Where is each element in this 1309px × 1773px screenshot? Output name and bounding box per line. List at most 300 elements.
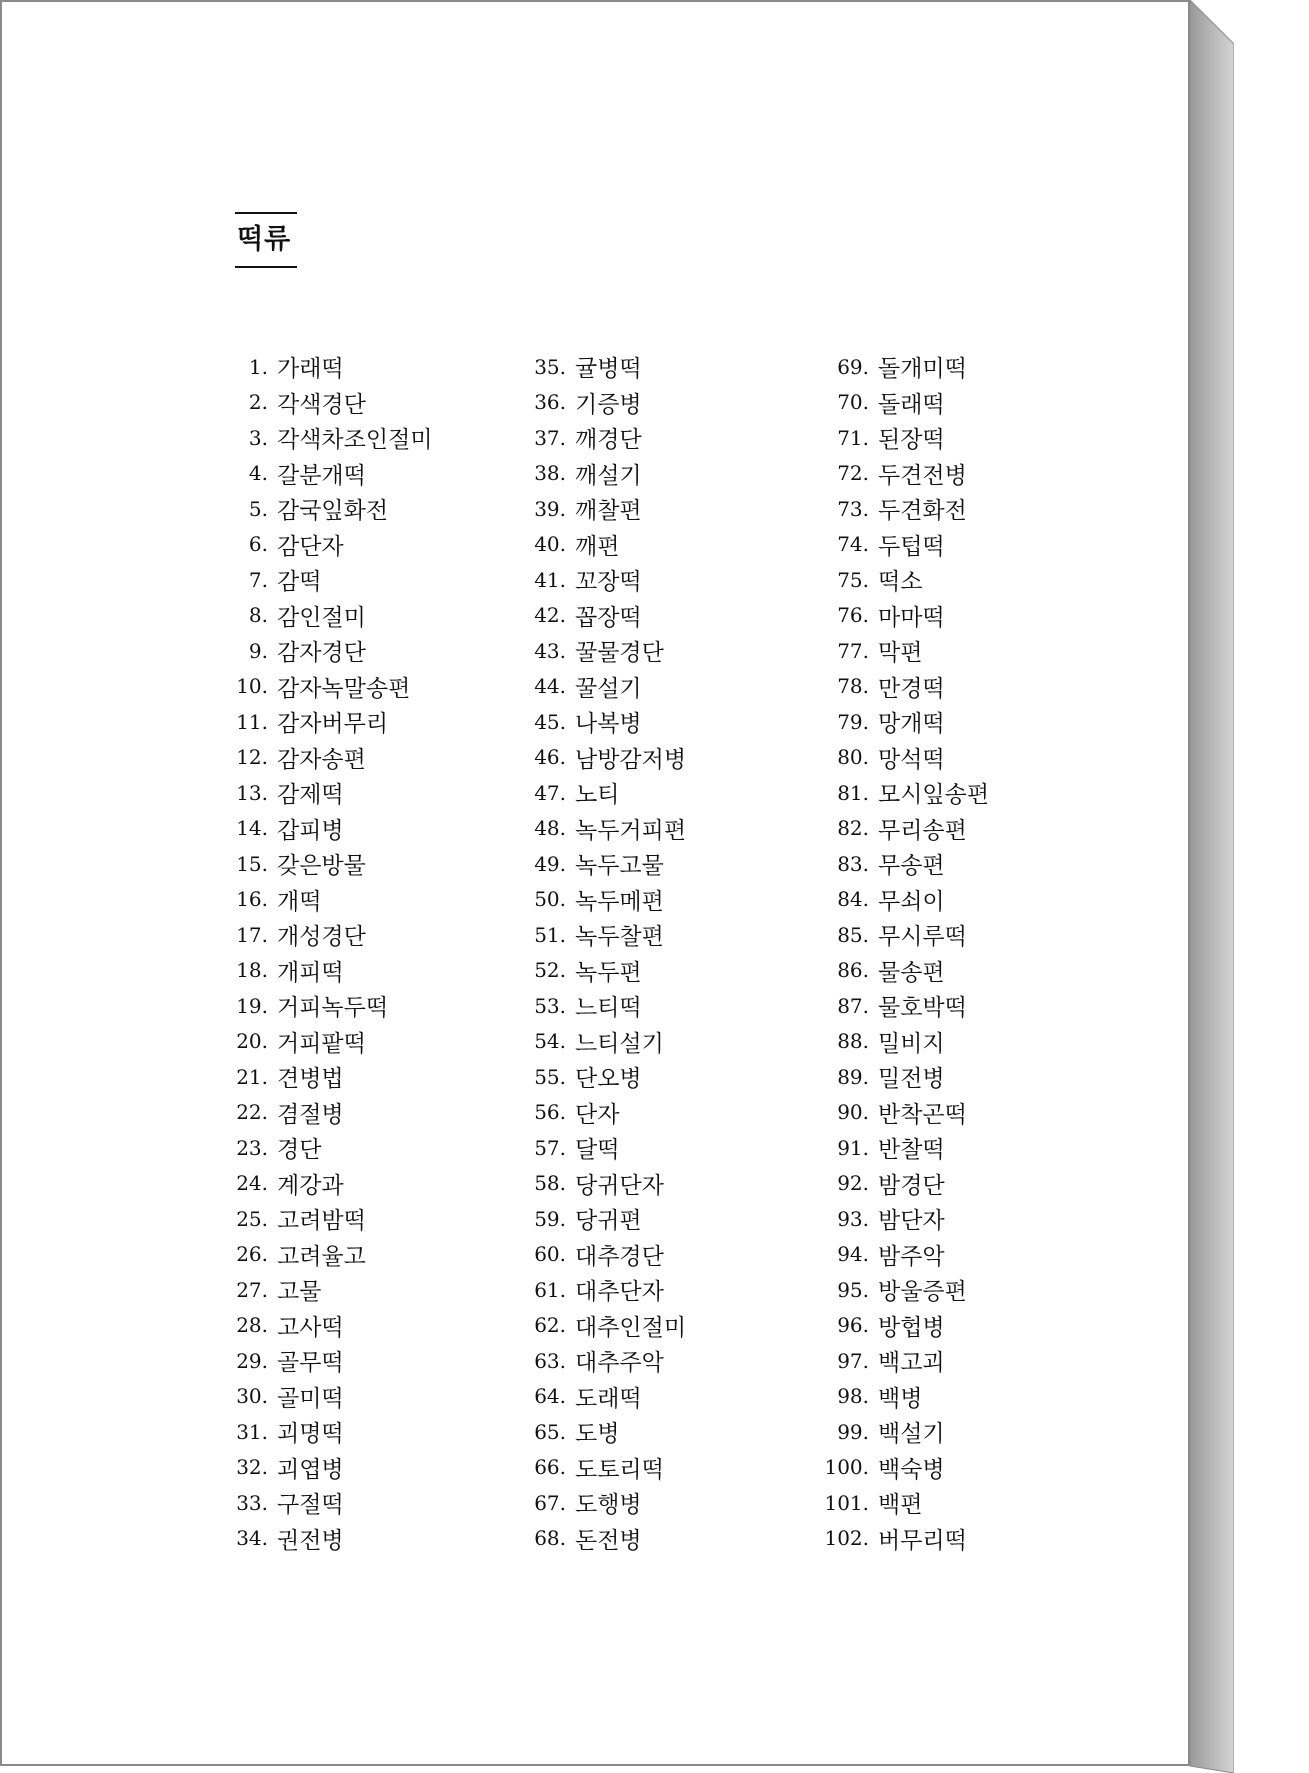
- entry-name: 물호박떡: [878, 995, 967, 1022]
- entry-name: 두견전병: [878, 462, 967, 489]
- entry-number: 33.: [236, 1490, 268, 1515]
- entry-name: 밤단자: [878, 1208, 945, 1235]
- index-entry: [822, 811, 989, 847]
- index-entry: [230, 811, 433, 847]
- entry-name: 구절떡: [277, 1492, 344, 1519]
- entry-name: 무쇠이: [878, 888, 945, 915]
- entry-name: 노티: [575, 782, 620, 809]
- entry-name: 막편: [878, 640, 923, 667]
- entry-number: 38.: [534, 461, 566, 486]
- section-heading-block: [235, 212, 297, 268]
- entry-name: 고려율고: [277, 1243, 366, 1270]
- index-entry: [822, 562, 989, 598]
- entry-name: 백숙병: [878, 1456, 945, 1483]
- index-entry: [822, 846, 989, 882]
- index-entry: [822, 1521, 989, 1557]
- entry-number: 95.: [837, 1277, 869, 1302]
- entry-name: 녹두찰편: [575, 924, 664, 951]
- index-entry: [230, 385, 433, 421]
- entry-number: 12.: [236, 745, 268, 770]
- entry-number: 31.: [236, 1419, 268, 1444]
- entry-number: 9.: [248, 638, 268, 663]
- entry-name: 꼽장떡: [575, 604, 642, 631]
- entry-number: 85.: [837, 922, 869, 947]
- entry-number: 63.: [534, 1348, 566, 1373]
- index-entry: [230, 1343, 433, 1379]
- entry-name: 나복병: [575, 711, 642, 738]
- entry-number: 52.: [534, 958, 566, 983]
- entry-number: 32.: [236, 1455, 268, 1480]
- index-entry: [529, 882, 686, 918]
- index-entry: [822, 704, 989, 740]
- index-entry: [230, 1024, 433, 1060]
- entry-name: 깨경단: [575, 427, 642, 454]
- entry-number: 96.: [837, 1313, 869, 1338]
- entry-number: 41.: [534, 567, 566, 592]
- index-entry: [529, 1521, 686, 1557]
- entry-number: 54.: [534, 1029, 566, 1054]
- entry-number: 102.: [824, 1526, 869, 1551]
- index-entry: [230, 740, 433, 776]
- entry-number: 72.: [837, 461, 869, 486]
- entry-number: 46.: [534, 745, 566, 770]
- page-edge-3d: [1190, 0, 1234, 1773]
- entry-number: 15.: [236, 851, 268, 876]
- entry-number: 7.: [248, 567, 268, 592]
- entry-name: 깨찰편: [575, 498, 642, 525]
- entry-number: 70.: [837, 390, 869, 415]
- entry-number: 13.: [236, 780, 268, 805]
- index-entry: [230, 562, 433, 598]
- index-entry: [822, 882, 989, 918]
- entry-name: 거피녹두떡: [277, 995, 389, 1022]
- entry-number: 101.: [824, 1490, 869, 1515]
- index-column-2: [529, 349, 686, 1556]
- entry-number: 78.: [837, 674, 869, 699]
- index-entry: [529, 633, 686, 669]
- entry-number: 1.: [248, 354, 268, 379]
- entry-number: 26.: [236, 1242, 268, 1267]
- entry-number: 77.: [837, 638, 869, 663]
- entry-name: 망개떡: [878, 711, 945, 738]
- index-entry: [529, 598, 686, 634]
- entry-name: 당귀단자: [575, 1172, 664, 1199]
- entry-number: 53.: [534, 993, 566, 1018]
- index-entry: [230, 846, 433, 882]
- index-entry: [822, 1485, 989, 1521]
- entry-name: 두견화전: [878, 498, 967, 525]
- entry-name: 감인절미: [277, 604, 366, 631]
- entry-name: 두텁떡: [878, 533, 945, 560]
- entry-name: 갑피병: [277, 817, 344, 844]
- index-entry: [529, 669, 686, 705]
- entry-number: 5.: [248, 496, 268, 521]
- entry-number: 99.: [837, 1419, 869, 1444]
- index-entry: [230, 775, 433, 811]
- entry-number: 19.: [236, 993, 268, 1018]
- index-entry: [230, 1308, 433, 1344]
- entry-number: 25.: [236, 1206, 268, 1231]
- index-entry: [529, 704, 686, 740]
- entry-number: 50.: [534, 887, 566, 912]
- index-entry: [529, 1379, 686, 1415]
- entry-name: 녹두편: [575, 959, 642, 986]
- entry-name: 괴명떡: [277, 1421, 344, 1448]
- entry-number: 81.: [837, 780, 869, 805]
- entry-number: 66.: [534, 1455, 566, 1480]
- entry-name: 백편: [878, 1492, 923, 1519]
- entry-number: 49.: [534, 851, 566, 876]
- entry-name: 권전병: [277, 1527, 344, 1554]
- entry-name: 가래떡: [277, 356, 344, 383]
- entry-number: 2.: [248, 390, 268, 415]
- entry-name: 돌개미떡: [878, 356, 967, 383]
- index-entry: [230, 456, 433, 492]
- entry-name: 기증병: [575, 391, 642, 418]
- index-entry: [529, 1450, 686, 1486]
- entry-number: 74.: [837, 532, 869, 557]
- entry-name: 감자녹말송편: [277, 675, 411, 702]
- entry-name: 꿀설기: [575, 675, 642, 702]
- entry-name: 감제떡: [277, 782, 344, 809]
- entry-name: 고물: [277, 1279, 322, 1306]
- index-entry: [822, 1414, 989, 1450]
- entry-number: 47.: [534, 780, 566, 805]
- index-entry: [529, 562, 686, 598]
- index-entry: [529, 420, 686, 456]
- entry-name: 견병법: [277, 1066, 344, 1093]
- entry-number: 51.: [534, 922, 566, 947]
- index-entry: [230, 704, 433, 740]
- index-entry: [822, 385, 989, 421]
- entry-number: 69.: [837, 354, 869, 379]
- index-entry: [822, 988, 989, 1024]
- entry-number: 87.: [837, 993, 869, 1018]
- index-entry: [822, 1130, 989, 1166]
- index-entry: [822, 1450, 989, 1486]
- index-entry: [529, 527, 686, 563]
- entry-number: 8.: [248, 603, 268, 628]
- index-entry: [822, 953, 989, 989]
- index-entry: [529, 775, 686, 811]
- entry-number: 35.: [534, 354, 566, 379]
- entry-number: 76.: [837, 603, 869, 628]
- entry-number: 34.: [236, 1526, 268, 1551]
- index-entry: [822, 349, 989, 385]
- index-entry: [529, 1166, 686, 1202]
- index-entry: [529, 740, 686, 776]
- entry-number: 10.: [236, 674, 268, 699]
- entry-number: 97.: [837, 1348, 869, 1373]
- entry-number: 40.: [534, 532, 566, 557]
- entry-number: 67.: [534, 1490, 566, 1515]
- entry-name: 밤주악: [878, 1243, 945, 1270]
- entry-number: 22.: [236, 1100, 268, 1125]
- entry-name: 꼬장떡: [575, 569, 642, 596]
- entry-name: 백고괴: [878, 1350, 945, 1377]
- entry-number: 91.: [837, 1135, 869, 1160]
- index-entry: [529, 811, 686, 847]
- entry-name: 물송편: [878, 959, 945, 986]
- index-entry: [822, 1201, 989, 1237]
- entry-number: 14.: [236, 816, 268, 841]
- entry-name: 당귀편: [575, 1208, 642, 1235]
- entry-name: 반착곤떡: [878, 1101, 967, 1128]
- entry-number: 48.: [534, 816, 566, 841]
- entry-number: 83.: [837, 851, 869, 876]
- entry-number: 58.: [534, 1171, 566, 1196]
- index-entry: [529, 1272, 686, 1308]
- index-entry: [230, 1485, 433, 1521]
- index-entry: [230, 527, 433, 563]
- entry-name: 골무떡: [277, 1350, 344, 1377]
- entry-name: 느티설기: [575, 1030, 664, 1057]
- index-entry: [230, 1059, 433, 1095]
- entry-number: 60.: [534, 1242, 566, 1267]
- entry-number: 24.: [236, 1171, 268, 1196]
- entry-number: 23.: [236, 1135, 268, 1160]
- entry-number: 18.: [236, 958, 268, 983]
- entry-name: 밀비지: [878, 1030, 945, 1057]
- entry-name: 백병: [878, 1385, 923, 1412]
- entry-name: 괴엽병: [277, 1456, 344, 1483]
- index-entry: [230, 491, 433, 527]
- entry-name: 감국잎화전: [277, 498, 389, 525]
- index-entry: [822, 1166, 989, 1202]
- entry-name: 겸절병: [277, 1101, 344, 1128]
- entry-name: 깨편: [575, 533, 620, 560]
- index-entry: [529, 1485, 686, 1521]
- entry-name: 대추단자: [575, 1279, 664, 1306]
- entry-name: 방헙병: [878, 1314, 945, 1341]
- entry-name: 감단자: [277, 533, 344, 560]
- index-entry: [822, 598, 989, 634]
- entry-number: 4.: [248, 461, 268, 486]
- index-entry: [230, 1237, 433, 1273]
- index-entry: [230, 1379, 433, 1415]
- entry-name: 도토리떡: [575, 1456, 664, 1483]
- entry-name: 감자버무리: [277, 711, 389, 738]
- entry-name: 느티떡: [575, 995, 642, 1022]
- index-entry: [529, 846, 686, 882]
- entry-name: 무리송편: [878, 817, 967, 844]
- entry-number: 42.: [534, 603, 566, 628]
- entry-name: 무시루떡: [878, 924, 967, 951]
- index-entry: [529, 349, 686, 385]
- index-entry: [230, 1166, 433, 1202]
- entry-number: 36.: [534, 390, 566, 415]
- heading-rule-bottom: [235, 266, 297, 268]
- entry-number: 82.: [837, 816, 869, 841]
- entry-name: 녹두거피편: [575, 817, 687, 844]
- index-entry: [230, 349, 433, 385]
- entry-name: 돌래떡: [878, 391, 945, 418]
- index-entry: [529, 1024, 686, 1060]
- index-entry: [529, 917, 686, 953]
- index-entry: [822, 491, 989, 527]
- index-entry: [822, 669, 989, 705]
- entry-name: 방울증편: [878, 1279, 967, 1306]
- entry-number: 93.: [837, 1206, 869, 1231]
- entry-number: 89.: [837, 1064, 869, 1089]
- entry-number: 84.: [837, 887, 869, 912]
- index-entry: [529, 385, 686, 421]
- index-entry: [230, 1201, 433, 1237]
- index-entry: [230, 420, 433, 456]
- index-entry: [529, 456, 686, 492]
- index-entry: [230, 953, 433, 989]
- entry-name: 감자송편: [277, 746, 366, 773]
- entry-number: 17.: [236, 922, 268, 947]
- index-entry: [230, 1414, 433, 1450]
- entry-number: 62.: [534, 1313, 566, 1338]
- entry-number: 86.: [837, 958, 869, 983]
- index-entry: [529, 1237, 686, 1273]
- index-entry: [529, 1201, 686, 1237]
- entry-name: 골미떡: [277, 1385, 344, 1412]
- index-entry: [529, 988, 686, 1024]
- entry-name: 갈분개떡: [277, 462, 366, 489]
- entry-name: 경단: [277, 1137, 322, 1164]
- entry-number: 92.: [837, 1171, 869, 1196]
- entry-name: 도래떡: [575, 1385, 642, 1412]
- entry-name: 된장떡: [878, 427, 945, 454]
- entry-name: 각색경단: [277, 391, 366, 418]
- entry-name: 계강과: [277, 1172, 344, 1199]
- index-entry: [230, 1095, 433, 1131]
- index-entry: [529, 1059, 686, 1095]
- index-entry: [822, 420, 989, 456]
- index-entry: [230, 1130, 433, 1166]
- entry-name: 망석떡: [878, 746, 945, 773]
- entry-name: 남방감저병: [575, 746, 687, 773]
- entry-number: 39.: [534, 496, 566, 521]
- entry-number: 90.: [837, 1100, 869, 1125]
- entry-number: 20.: [236, 1029, 268, 1054]
- entry-name: 백설기: [878, 1421, 945, 1448]
- entry-name: 마마떡: [878, 604, 945, 631]
- entry-name: 밤경단: [878, 1172, 945, 1199]
- index-entry: [230, 917, 433, 953]
- entry-name: 꿀물경단: [575, 640, 664, 667]
- index-entry: [822, 740, 989, 776]
- index-column-3: [822, 349, 989, 1556]
- entry-number: 3.: [248, 425, 268, 450]
- index-entry: [529, 1308, 686, 1344]
- index-entry: [529, 1343, 686, 1379]
- entry-name: 각색차조인절미: [277, 427, 433, 454]
- entry-number: 37.: [534, 425, 566, 450]
- index-entry: [529, 953, 686, 989]
- entry-number: 80.: [837, 745, 869, 770]
- entry-name: 도병: [575, 1421, 620, 1448]
- entry-name: 모시잎송편: [878, 782, 990, 809]
- entry-number: 11.: [236, 709, 268, 734]
- entry-name: 깨설기: [575, 462, 642, 489]
- index-entry: [822, 1308, 989, 1344]
- index-entry: [230, 988, 433, 1024]
- entry-name: 돈전병: [575, 1527, 642, 1554]
- entry-name: 대추경단: [575, 1243, 664, 1270]
- index-entry: [529, 491, 686, 527]
- index-entry: [230, 1521, 433, 1557]
- index-entry: [529, 1095, 686, 1131]
- section-heading: 떡류: [237, 224, 292, 255]
- index-entry: [822, 1237, 989, 1273]
- index-entry: [822, 456, 989, 492]
- index-entry: [822, 527, 989, 563]
- entry-number: 29.: [236, 1348, 268, 1373]
- entry-name: 감자경단: [277, 640, 366, 667]
- entry-name: 밀전병: [878, 1066, 945, 1093]
- index-entry: [230, 598, 433, 634]
- entry-number: 27.: [236, 1277, 268, 1302]
- entry-name: 버무리떡: [878, 1527, 967, 1554]
- entry-number: 44.: [534, 674, 566, 699]
- index-entry: [230, 1272, 433, 1308]
- entry-name: 떡소: [878, 569, 923, 596]
- entry-number: 75.: [837, 567, 869, 592]
- entry-number: 100.: [824, 1455, 869, 1480]
- index-entry: [529, 1414, 686, 1450]
- index-entry: [822, 1024, 989, 1060]
- index-entry: [822, 633, 989, 669]
- entry-number: 68.: [534, 1526, 566, 1551]
- entry-number: 59.: [534, 1206, 566, 1231]
- index-entry: [822, 1059, 989, 1095]
- entry-name: 귤병떡: [575, 356, 642, 383]
- entry-name: 갖은방물: [277, 853, 366, 880]
- entry-name: 만경떡: [878, 675, 945, 702]
- entry-name: 감떡: [277, 569, 322, 596]
- index-entry: [822, 1095, 989, 1131]
- entry-number: 55.: [534, 1064, 566, 1089]
- entry-number: 79.: [837, 709, 869, 734]
- entry-number: 43.: [534, 638, 566, 663]
- entry-name: 고사떡: [277, 1314, 344, 1341]
- entry-name: 대추인절미: [575, 1314, 687, 1341]
- entry-name: 고려밤떡: [277, 1208, 366, 1235]
- entry-name: 반찰떡: [878, 1137, 945, 1164]
- entry-number: 88.: [837, 1029, 869, 1054]
- entry-number: 28.: [236, 1313, 268, 1338]
- index-entry: [822, 1272, 989, 1308]
- entry-number: 16.: [236, 887, 268, 912]
- index-column-1: [230, 349, 433, 1556]
- entry-name: 달떡: [575, 1137, 620, 1164]
- index-entry: [822, 1343, 989, 1379]
- index-entry: [230, 882, 433, 918]
- index-entry: [230, 1450, 433, 1486]
- entry-name: 개성경단: [277, 924, 366, 951]
- entry-name: 거피팥떡: [277, 1030, 366, 1057]
- entry-name: 개떡: [277, 888, 322, 915]
- entry-number: 30.: [236, 1384, 268, 1409]
- index-entry: [529, 1130, 686, 1166]
- entry-number: 6.: [248, 532, 268, 557]
- entry-number: 61.: [534, 1277, 566, 1302]
- entry-number: 71.: [837, 425, 869, 450]
- index-entry: [822, 917, 989, 953]
- index-entry: [822, 1379, 989, 1415]
- entry-name: 대추주악: [575, 1350, 664, 1377]
- entry-name: 도행병: [575, 1492, 642, 1519]
- entry-number: 64.: [534, 1384, 566, 1409]
- entry-name: 단오병: [575, 1066, 642, 1093]
- index-entry: [230, 633, 433, 669]
- entry-name: 녹두메편: [575, 888, 664, 915]
- entry-name: 녹두고물: [575, 853, 664, 880]
